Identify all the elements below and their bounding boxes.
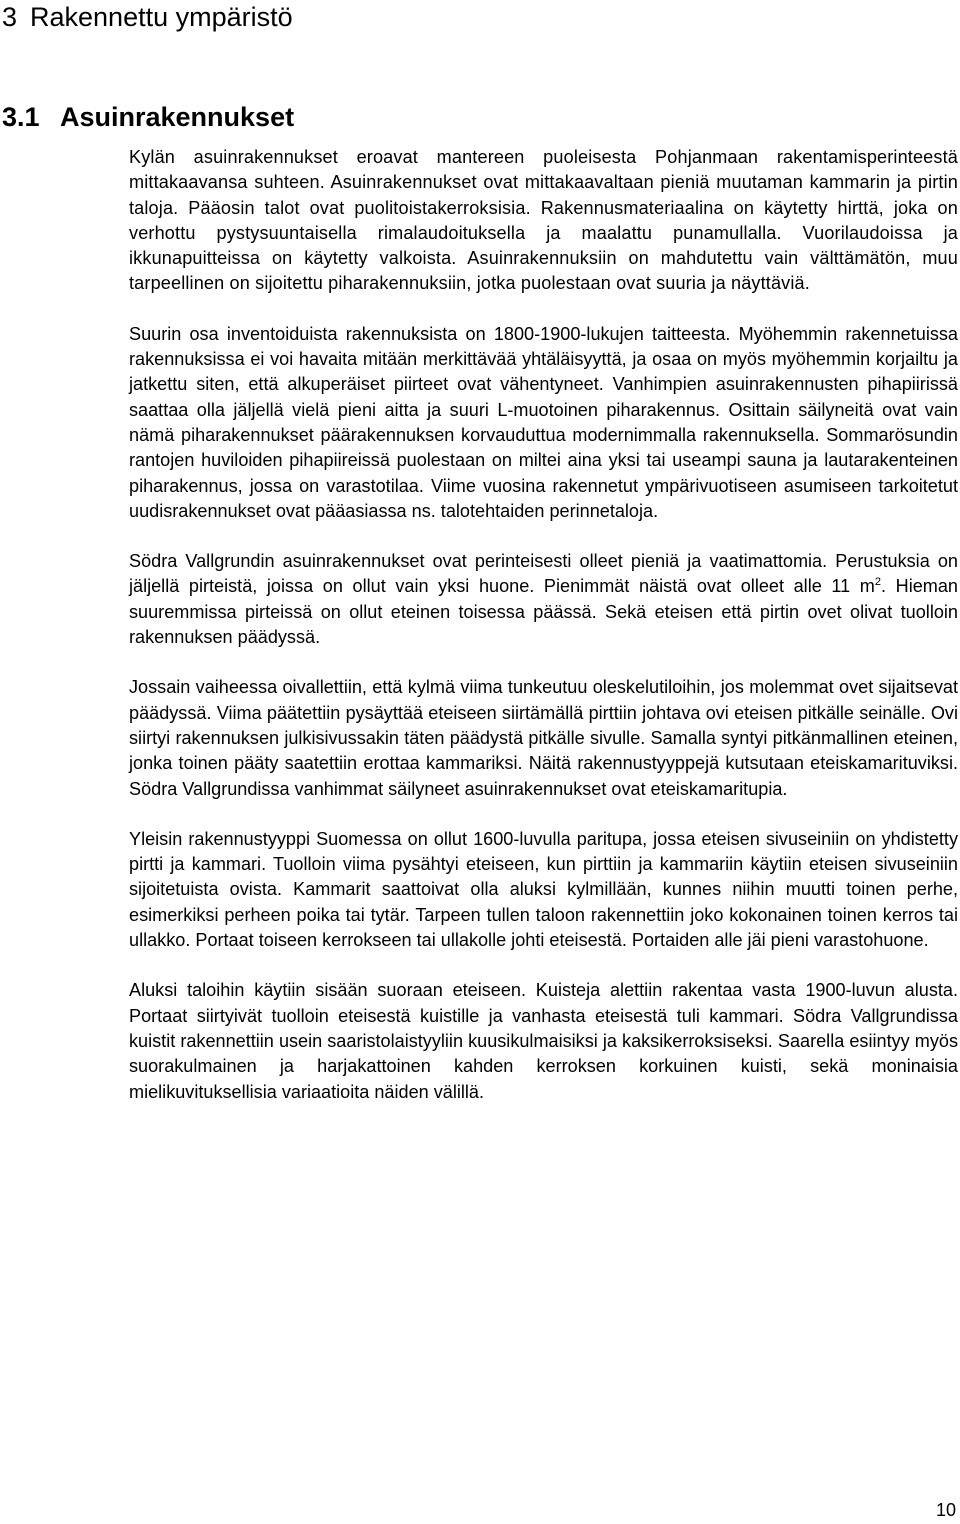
paragraph-6: Aluksi taloihin käytiin sisään suoraan eteiseen. Kuisteja alettiin rakentaa vasta 1900-luvun alusta. Portaat siirtyivät tuolloin eteisestä kuistille ja vanhasta eteisestä tuli kammari. Södra Vallgrundissa kuistit rakennettiin usein saaristolaistyyliin kuusikulmaisiksi ja kaksikerroksiseksi. Saarella esiintyy myös suorakulmainen ja harjakattoinen kahden kerroksen korkuinen kuisti, sekä moninaisia mielikuvituksellisia variaatioita näiden välillä.	[129, 980, 958, 1102]
section-number: 3.1	[2, 102, 40, 132]
paragraph-3-before: Södra Vallgrundin asuinrakennukset ovat perinteisesti olleet pieniä ja vaatimattomia. Perustuksia on jäljellä pirteistä, joissa on ollut vain yksi huone. Pienimmät näistä ovat olleet alle 11 m	[129, 551, 958, 597]
page-number: 10	[935, 1500, 956, 1520]
paragraph-4: Jossain vaiheessa oivallettiin, että kylmä viima tunkeutuu oleskelutiloihin, jos molemmat ovet sijaitsevat päädyssä. Viima päätettiin pysäyttää eteiseen siirtämällä pirttiin johtava ovi eteisen pitkälle seinälle. Ovi siirtyi rakennuksen julkisivussakin täten päädystä pitkälle sivulle. Samalla syntyi pitkänmallinen eteinen, jonka toinen pääty saatettiin erottaa kammariksi. Näitä rakennustyyppejä kutsutaan eteiskamarituviksi. Södra Vallgrundissa vanhimmat säilyneet asuinrakennukset ovat eteiskamaritupia.	[129, 677, 958, 799]
superscript-2: 2	[874, 576, 881, 589]
paragraph-5: Yleisin rakennustyyppi Suomessa on ollut 1600-luvulla paritupa, jossa eteisen sivuseiniin on yhdistetty pirtti ja kammari. Tuolloin viima pysähtyi eteiseen, kun pirttiin ja kammariin käytiin eteisen sivuseiniin sijoitetuista ovista. Kammarit saattoivat olla aluksi kylmillään, kunnes niihin muutti toinen perhe, esimerkiksi perheen poika tai tytär. Tarpeen tullen taloon rakennettiin joko kokonainen toinen kerros tai ullakko. Portaat toiseen kerrokseen tai ullakolle johti eteisestä. Portaiden alle jäi pieni varastohuone.	[129, 828, 958, 951]
chapter-number: 3	[2, 2, 18, 32]
paragraph-3	[129, 549, 958, 650]
paragraph-3-after: . Hieman suuremmissa pirteissä on ollut eteinen toisessa päässä. Sekä eteisen että pirtin ovet olivat tuolloin rakennuksen päädyssä.	[129, 576, 958, 648]
section-title: Asuinrakennukset	[60, 102, 295, 132]
body-text	[129, 145, 958, 1130]
paragraph-2: Suurin osa inventoiduista rakennuksista on 1800-1900-lukujen taitteesta. Myöhemmin rakennetuissa rakennuksissa ei voi havaita mitään merkittävää yhtäläisyyttä, ja osaa on myös myöhemmin korjailtu ja jatkettu siten, että alkuperäiset piirteet ovat vähentyneet. Vanhimpien asuinrakennusten pihapiirissä saattaa olla jäljellä vielä pieni aitta ja suuri L-muotoinen piharakennus. Osittain säilyneitä ovat vain nämä piharakennukset päärakennuksen korvauduttua modernimmalla rakennuksella. Sommarösundin rantojen huviloiden pihapiireissä puolestaan on miltei aina yksi tai useampi sauna ja lautarakenteinen piharakennus, jossa on varastotilaa. Viime vuosina rakennetut ympärivuotiseen asumiseen tarkoitetut uudisrakennukset ovat pääasiassa ns. talotehtaiden perinnetaloja.	[129, 323, 958, 521]
section-heading	[2, 100, 294, 134]
chapter-title: Rakennettu ympäristö	[30, 2, 293, 32]
chapter-heading	[2, 0, 293, 34]
paragraph-1: Kylän asuinrakennukset eroavat mantereen puoleisesta Pohjanmaan rakentamisperinteestä mittakaavansa suhteen. Asuinrakennukset ovat mittakaavaltaan pieniä muutaman kammarin ja pirtin taloja. Pääosin talot ovat puolitoistakerroksisia. Rakennusmateriaalina on käytetty hirttä, joka on verhottu pystysuuntaisella rimalaudoituksella ja maalattu punamullalla. Vuorilaudoissa ja ikkunapuitteissa on käytetty valkoista. Asuinrakennuksiin on mahdutettu vain välttämätön, muu tarpeellinen on sijoitettu piharakennuksiin, jotka puolestaan ovat suuria ja näyttäviä.	[129, 147, 958, 294]
